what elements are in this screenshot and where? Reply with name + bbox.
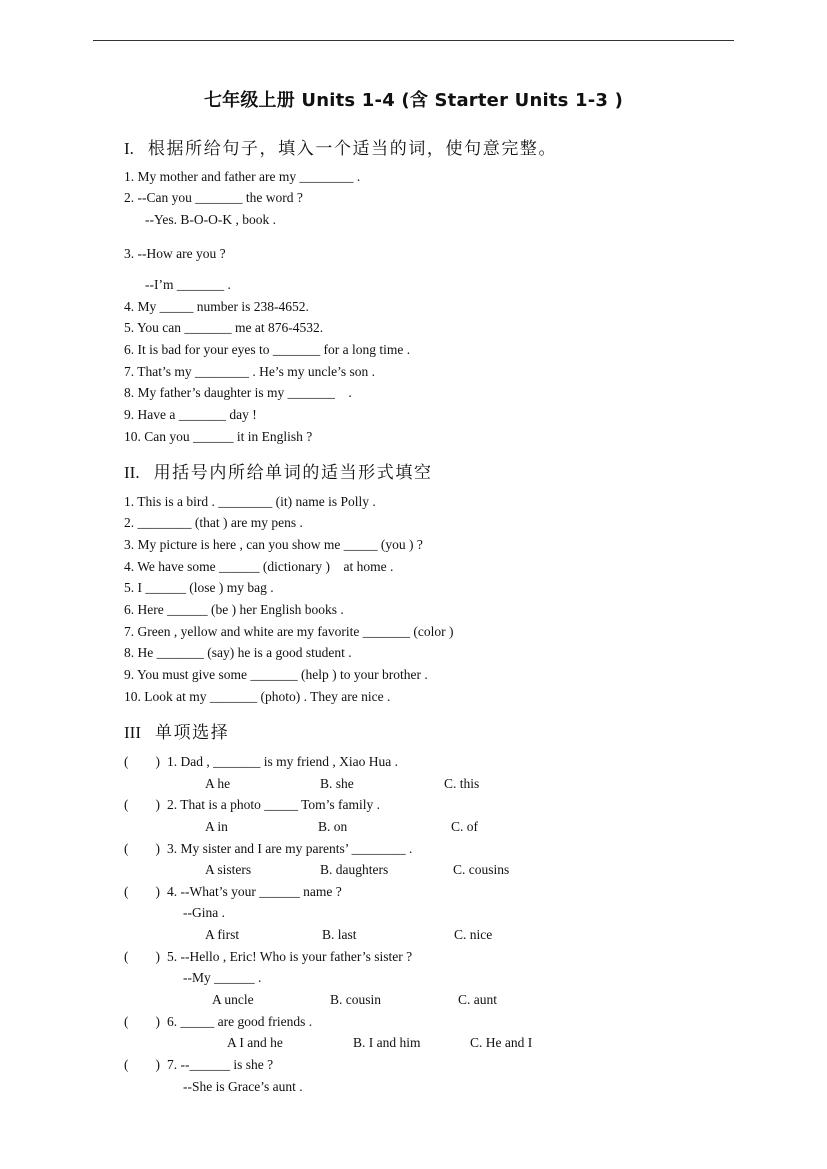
- section-2-title: 用括号内所给单词的适当形式填空: [153, 463, 433, 483]
- answer-bracket: ( ): [124, 841, 160, 856]
- question-4: 4. --What’s your ______ name ?: [167, 884, 342, 899]
- s2-item-4: 4. We have some ______ (dictionary ) at home .: [124, 559, 394, 574]
- question-3: 3. My sister and I are my parents’ ________ .: [167, 841, 413, 856]
- q6-option-c: C. He and I: [470, 1035, 533, 1050]
- q3-option-a: A sisters: [205, 862, 252, 877]
- question-7: 7. --______ is she ?: [167, 1057, 274, 1072]
- q4-option-c: C. nice: [454, 927, 493, 942]
- s1-item-8: 8. My father’s daughter is my _______ .: [124, 385, 352, 400]
- q1-option-b: B. she: [320, 776, 354, 791]
- s1-item-6: 6. It is bad for your eyes to _______ for a long time .: [124, 342, 411, 357]
- section-3-number: III: [124, 723, 141, 742]
- q4-dialogue: --Gina .: [183, 905, 225, 920]
- q5-option-b: B. cousin: [330, 992, 382, 1007]
- s1-item-9: 9. Have a _______ day !: [124, 407, 257, 422]
- q5-option-a: A uncle: [212, 992, 254, 1007]
- question-6: 6. _____ are good friends .: [167, 1014, 313, 1029]
- s2-item-9: 9. You must give some _______ (help ) to your brother .: [124, 667, 428, 682]
- s2-item-2: 2. ________ (that ) are my pens .: [124, 515, 303, 530]
- question-5: 5. --Hello , Eric! Who is your father’s sister ?: [167, 949, 413, 964]
- answer-bracket: ( ): [124, 797, 160, 812]
- q3-option-b: B. daughters: [320, 862, 389, 877]
- q2-option-a: A in: [205, 819, 228, 834]
- q5-option-c: C. aunt: [458, 992, 497, 1007]
- section-3-heading: [124, 718, 229, 743]
- s2-item-1: 1. This is a bird . ________ (it) name is Polly .: [124, 494, 376, 509]
- page-title: 七年级上册 Units 1-4 (含 Starter Units 1-3 ): [203, 90, 624, 111]
- answer-bracket: ( ): [124, 949, 160, 964]
- s1-item-10: 10. Can you ______ it in English ?: [124, 429, 313, 444]
- s2-item-10: 10. Look at my _______ (photo) . They are nice .: [124, 689, 391, 704]
- q5-dialogue: --My ______ .: [183, 970, 262, 985]
- question-2: 2. That is a photo _____ Tom’s family .: [167, 797, 381, 812]
- section-2-number: II.: [124, 463, 140, 482]
- section-1-number: I.: [124, 139, 134, 158]
- answer-bracket: ( ): [124, 884, 160, 899]
- q2-option-b: B. on: [318, 819, 348, 834]
- section-2-heading: [124, 458, 433, 483]
- s2-item-6: 6. Here ______ (be ) her English books .: [124, 602, 344, 617]
- s2-item-8: 8. He _______ (say) he is a good student .: [124, 645, 352, 660]
- s1-item-2-answer: --Yes. B-O-O-K , book .: [145, 212, 276, 227]
- section-3-title: 单项选择: [154, 723, 230, 743]
- header-rule: [93, 40, 734, 41]
- question-1: 1. Dad , _______ is my friend , Xiao Hua .: [167, 754, 398, 769]
- answer-bracket: ( ): [124, 754, 160, 769]
- s1-item-3-answer: --I’m _______ .: [145, 277, 231, 292]
- s1-item-1: 1. My mother and father are my ________ .: [124, 169, 361, 184]
- q6-option-b: B. I and him: [353, 1035, 421, 1050]
- q3-option-c: C. cousins: [453, 862, 510, 877]
- s2-item-5: 5. I ______ (lose ) my bag .: [124, 580, 274, 595]
- q1-option-a: A he: [205, 776, 231, 791]
- answer-bracket: ( ): [124, 1014, 160, 1029]
- q2-option-c: C. of: [451, 819, 478, 834]
- s2-item-7: 7. Green , yellow and white are my favorite _______ (color ): [124, 624, 454, 639]
- s2-item-3: 3. My picture is here , can you show me _____ (you ) ?: [124, 537, 423, 552]
- q4-option-b: B. last: [322, 927, 357, 942]
- section-1-heading: [124, 134, 557, 159]
- s1-item-7: 7. That’s my ________ . He’s my uncle’s son .: [124, 364, 375, 379]
- q1-option-c: C. this: [444, 776, 480, 791]
- s1-item-3: 3. --How are you ?: [124, 246, 226, 261]
- s1-item-5: 5. You can _______ me at 876-4532.: [124, 320, 324, 335]
- s1-item-4: 4. My _____ number is 238-4652.: [124, 299, 309, 314]
- q6-option-a: A I and he: [227, 1035, 283, 1050]
- q7-dialogue: --She is Grace’s aunt .: [183, 1079, 303, 1094]
- section-1-title: 根据所给句子，填入一个适当的词，使句意完整。: [147, 139, 558, 159]
- s1-item-2: 2. --Can you _______ the word ?: [124, 190, 303, 205]
- answer-bracket: ( ): [124, 1057, 160, 1072]
- q4-option-a: A first: [205, 927, 240, 942]
